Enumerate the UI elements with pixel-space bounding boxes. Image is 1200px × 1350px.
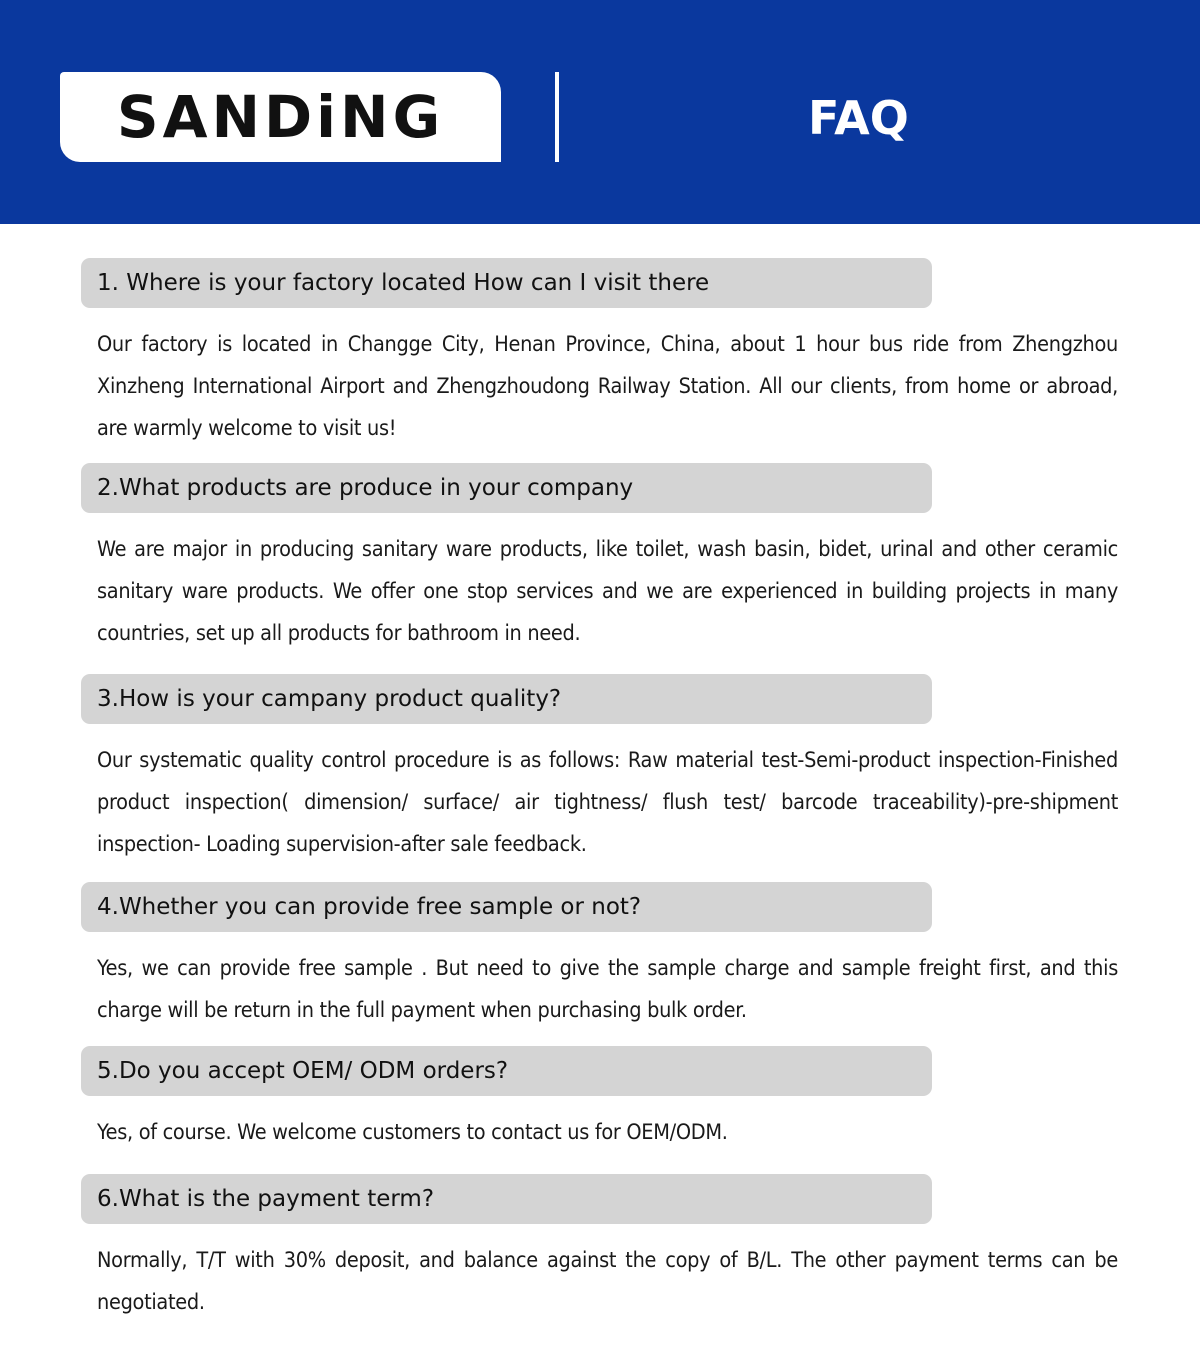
faq-question-3: 3.How is your campany product quality? <box>81 674 932 724</box>
faq-question-1: 1. Where is your factory located How can I visit there <box>81 258 932 308</box>
header-divider <box>555 72 559 162</box>
faq-question-2: 2.What products are produce in your company <box>81 463 932 513</box>
faq-question-5: 5.Do you accept OEM/ ODM orders? <box>81 1046 932 1096</box>
faq-answer-6: Normally, T/T with 30% deposit, and balance against the copy of B/L. The other payment terms can be negotiated. <box>97 1248 1118 1315</box>
brand-logo-text: SANDiNG <box>116 83 445 151</box>
faq-answer-1: Our factory is located in Changge City, Henan Province, China, about 1 hour bus ride from Zhengzhou Xinzheng International Airport and Zhengzhoudong Railway Station. All our clients, from home or abroad, are warmly welcome to visit us! <box>97 332 1118 441</box>
faq-answer-5: Yes, of course. We welcome customers to contact us for OEM/ODM. <box>97 1120 728 1145</box>
faq-question-4: 4.Whether you can provide free sample or not? <box>81 882 932 932</box>
page-title: FAQ <box>808 91 909 145</box>
header-banner <box>0 0 1200 224</box>
faq-answer-3: Our systematic quality control procedure is as follows: Raw material test-Semi-product inspection-Finished product inspection( dimension/ surface/ air tightness/ flush test/ barcode traceability)-pre-shipment inspection- Loading supervision-after sale feedback. <box>97 748 1118 857</box>
brand-logo <box>60 72 501 162</box>
faq-answer-2: We are major in producing sanitary ware products, like toilet, wash basin, bidet, urinal and other ceramic sanitary ware products. We offer one stop services and we are experienced in building projects in many countries, set up all products for bathroom in need. <box>97 537 1118 646</box>
faq-answer-4: Yes, we can provide free sample . But need to give the sample charge and sample freight first, and this charge will be return in the full payment when purchasing bulk order. <box>97 956 1118 1023</box>
faq-question-6: 6.What is the payment term? <box>81 1174 932 1224</box>
